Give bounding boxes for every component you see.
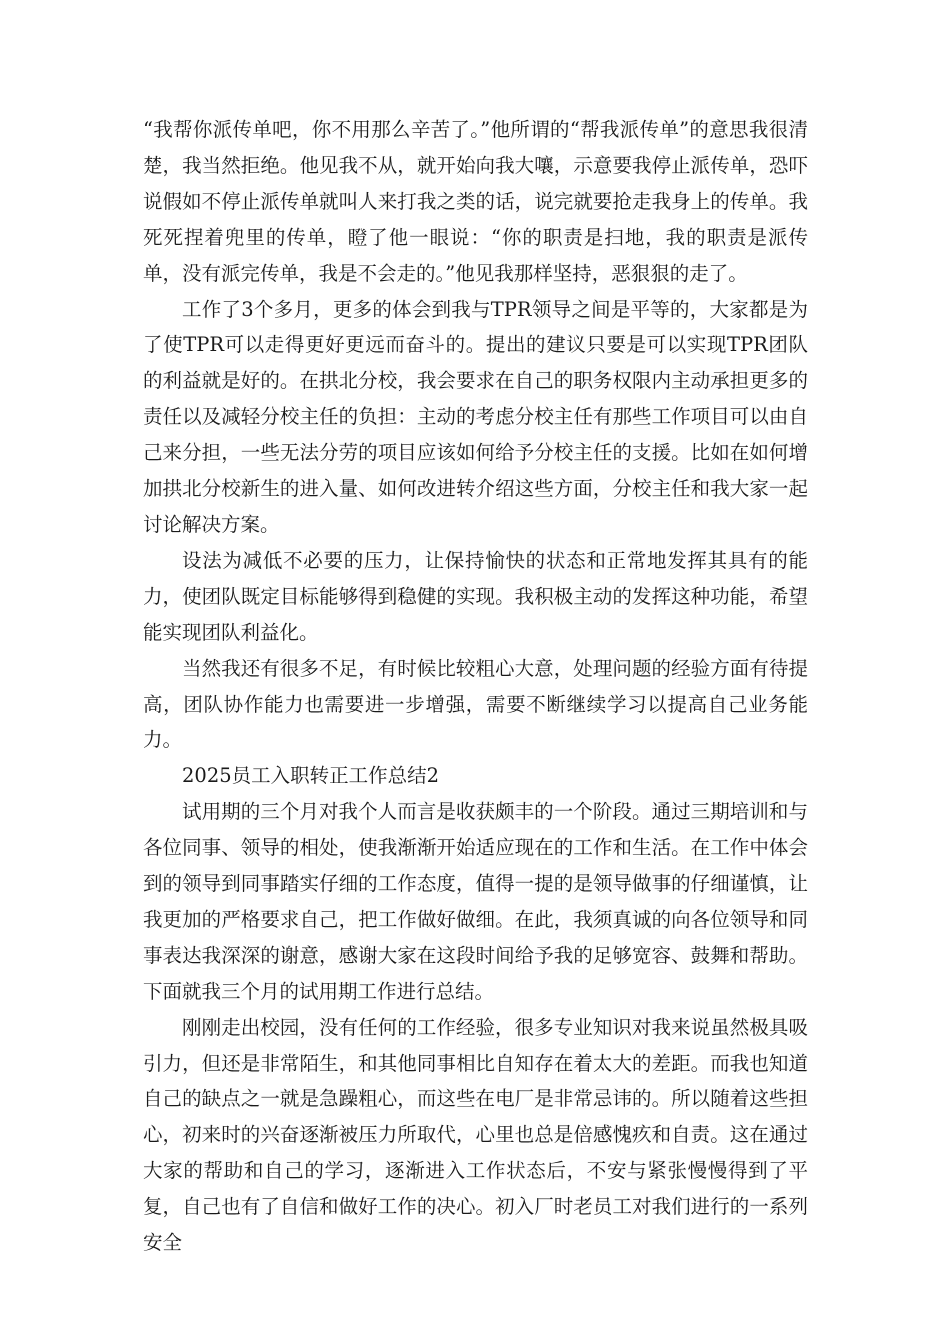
paragraph: 设法为减低不必要的压力，让保持愉快的状态和正常地发挥其具有的能力，使团队既定目标能够得到稳健的实现。我积极主动的发挥这种功能，希望能实现团队利益化。 (143, 548, 808, 644)
section-heading: 2025员工入职转正工作总结2 (182, 764, 440, 788)
paragraph: 刚刚走出校园，没有任何的工作经验，很多专业知识对我来说虽然极具吸引力，但还是非常陌生，和其他同事相比自知存在着太大的差距。而我也知道自己的缺点之一就是急躁粗心，而这些在电厂是非常忌讳的。所以随着这些担心，初来时的兴奋逐渐被压力所取代，心里也总是倍感愧疚和自责。这在通过大家的帮助和自己的学习，逐渐进入工作状态后，不安与紧张慢慢得到了平复，自己也有了自信和做好工作的决心。初入厂时老员工对我们进行的一系列安全 (143, 1015, 808, 1255)
paragraph: 工作了3个多月，更多的体会到我与TPR领导之间是平等的，大家都是为了使TPR可以走得更好更远而奋斗的。提出的建议只要是可以实现TPR团队的利益就是好的。在拱北分校，我会要求在自己的职务权限内主动承担更多的责任以及减轻分校主任的负担：主动的考虑分校主任有那些工作项目可以由自己来分担，一些无法分劳的项目应该如何给予分校主任的支援。比如在如何增加拱北分校新生的进入量、如何改进转介绍这些方面，分校主任和我大家一起讨论解决方案。 (143, 297, 808, 536)
paragraph: 试用期的三个月对我个人而言是收获颇丰的一个阶段。通过三期培训和与各位同事、领导的相处，使我渐渐开始适应现在的工作和生活。在工作中体会到的领导到同事踏实仔细的工作态度，值得一提的是领导做事的仔细谨慎，让我更加的严格要求自己，把工作做好做细。在此，我须真诚的向各位领导和同事表达我深深的谢意，感谢大家在这段时间给予我的足够宽容、鼓舞和帮助。下面就我三个月的试用期工作进行总结。 (143, 800, 808, 1003)
paragraph: “我帮你派传单吧，你不用那么辛苦了。”他所谓的“帮我派传单”的意思我很清楚，我当然拒绝。他见我不从，就开始向我大嚷，示意要我停止派传单，恐吓说假如不停止派传单就叫人来打我之类的话，说完就要抢走我身上的传单。我死死捏着兜里的传单，瞪了他一眼说：“你的职责是扫地，我的职责是派传单，没有派完传单，我是不会走的。”他见我那样坚持，恶狠狠的走了。 (143, 118, 808, 285)
document-body (143, 112, 808, 1261)
paragraph: 当然我还有很多不足，有时候比较粗心大意，处理问题的经验方面有待提高，团队协作能力也需要进一步增强，需要不断继续学习以提高自己业务能力。 (143, 656, 808, 752)
